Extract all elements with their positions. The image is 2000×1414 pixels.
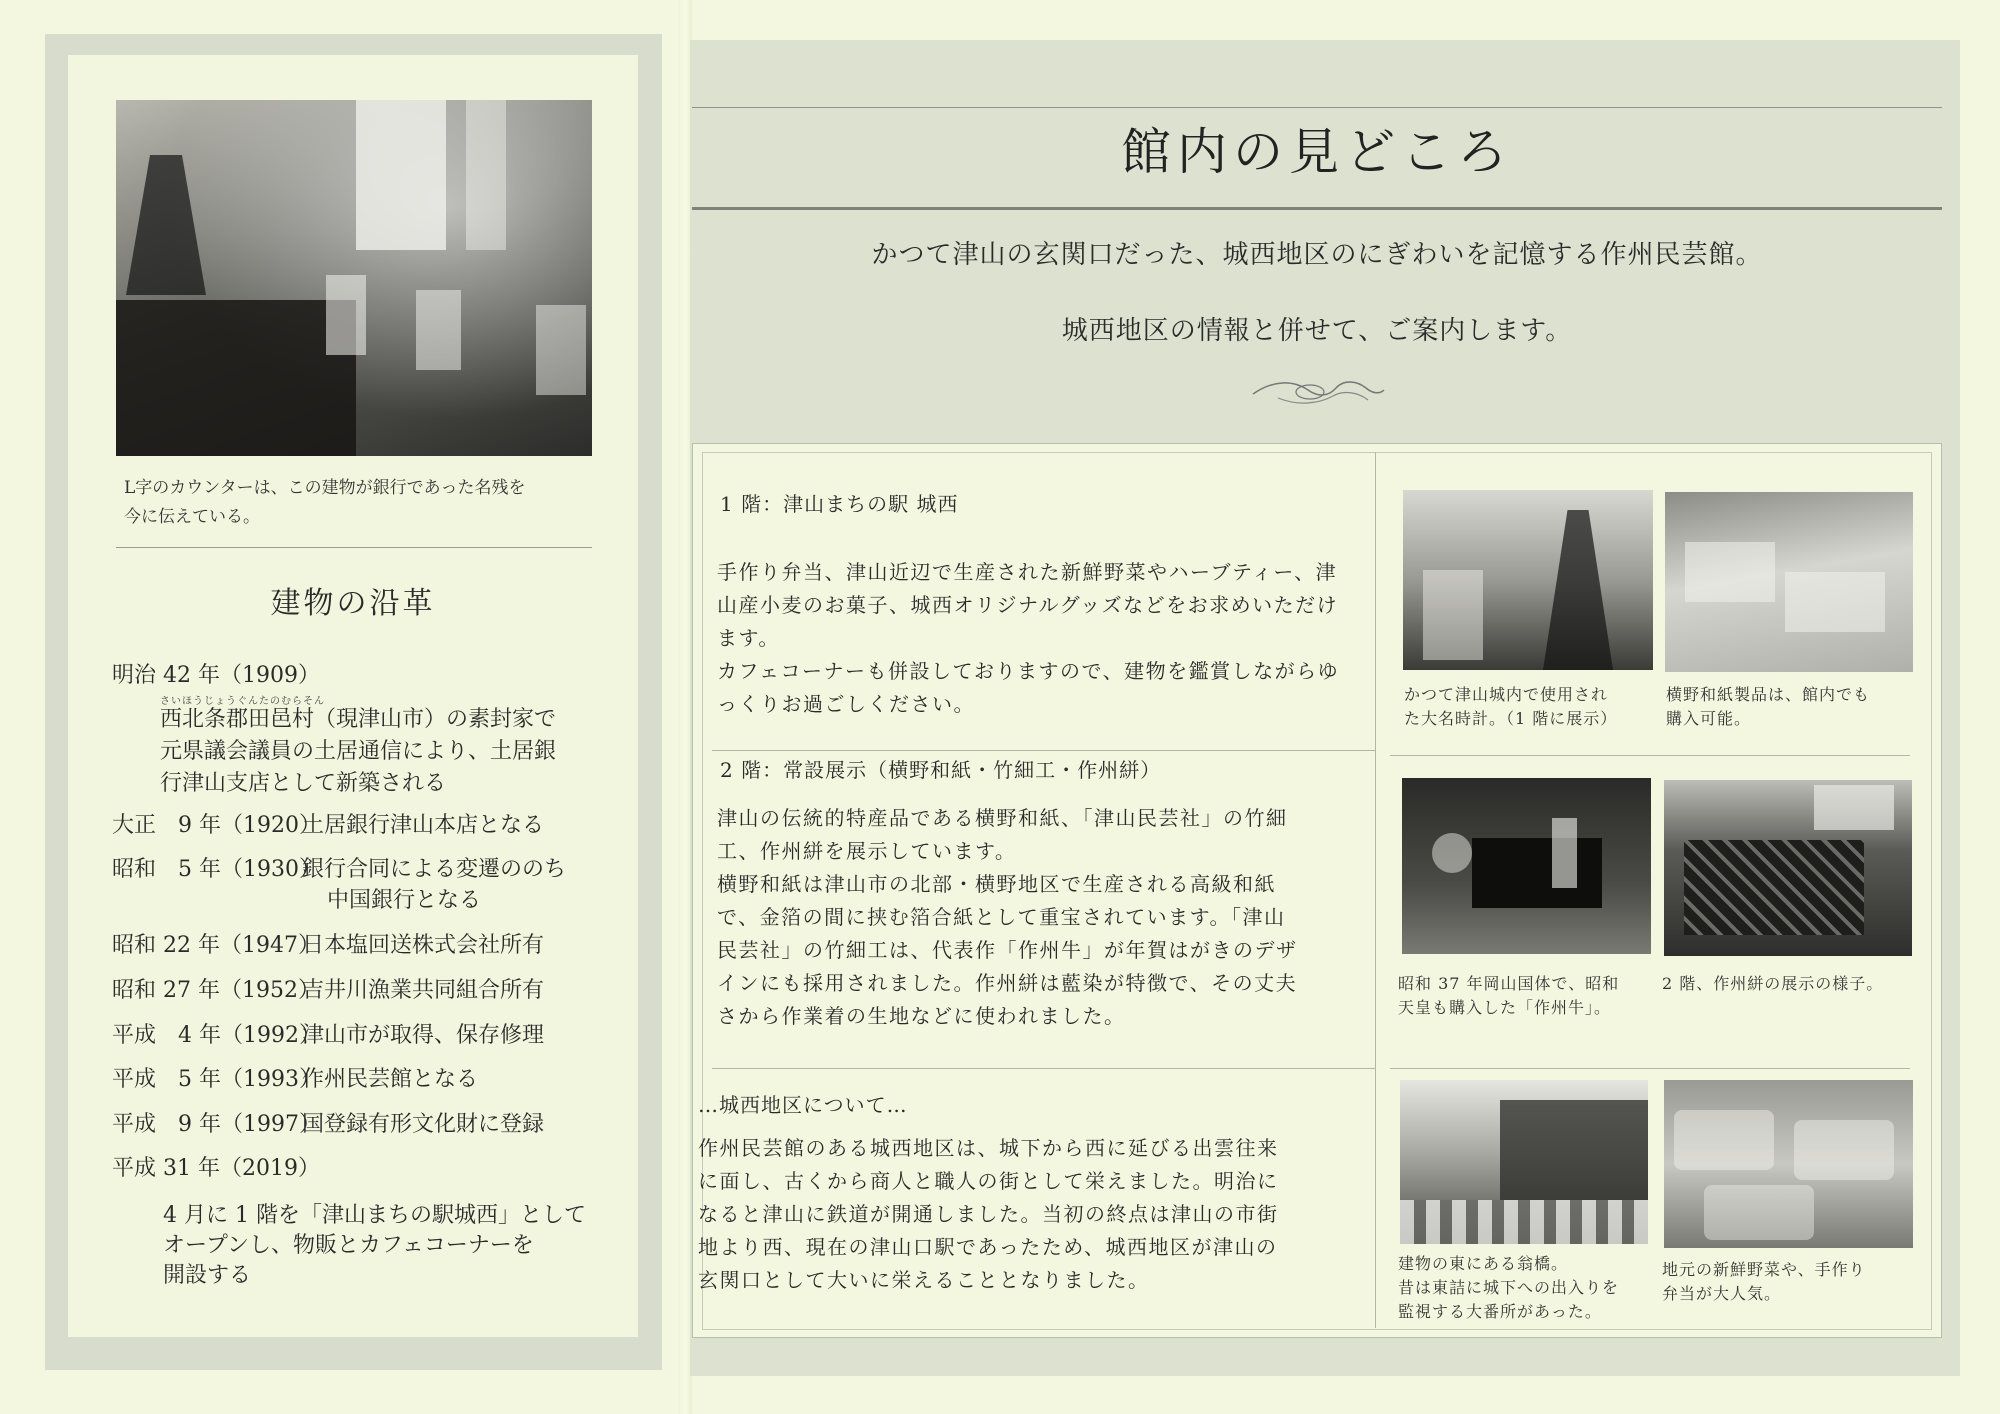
page-title: 館内の見どころ xyxy=(1121,123,1513,181)
joseki-district-body: 作州民芸館のある城西地区は、城下から西に延びる出雲往来 に面し、古くから商人と職人の街として栄えました。明治に なると津山に鉄道が開通しました。当初の終点は津山の市街 地より西、現在の津山口駅であったため、城西地区が津山の 玄関口として大いに栄えることとなりました。 xyxy=(698,1136,1279,1292)
history-entry-1930: 昭和 5 年（1930）銀行合同による変遷ののち xyxy=(112,857,567,882)
section-1f-heading: 1 階：津山まちの駅 城西 xyxy=(720,492,959,516)
history-entry-1909-detail: さいほうじょうぐんたのむらそん 西北条郡田邑村（現津山市）の素封家で 元県議会議員の土居通信により、土居銀 行津山支店として新築される xyxy=(160,705,556,799)
kasuri-display-caption: 2 階、作州絣の展示の様子。 xyxy=(1662,974,1884,993)
section-divider-1 xyxy=(712,750,1375,751)
okina-bridge-photo xyxy=(1400,1080,1648,1244)
bank-counter-photo xyxy=(116,100,592,456)
history-entry-1920: 大正 9 年（1920）土居銀行津山本店となる xyxy=(112,813,545,838)
vegetables-bento-photo xyxy=(1664,1080,1913,1248)
vegetables-bento-caption: 地元の新鮮野菜や、手作り 弁当が大人気。 xyxy=(1662,1260,1866,1303)
section-1f-body: 手作り弁当、津山近辺で生産された新鮮野菜やハーブティー、津 山産小麦のお菓子、城西オリジナルグッズなどをお求めいただけ ます。 カフェコーナーも併設しておりますので、建物を鑑賞しながらゆ っくりお過ごしください。 xyxy=(717,560,1340,716)
sakushu-ushi-caption: 昭和 37 年岡山国体で、昭和 天皇も購入した「作州牛」。 xyxy=(1398,974,1620,1017)
washi-products-caption: 横野和紙製品は、館内でも 購入可能。 xyxy=(1666,685,1871,728)
history-entry-2019: 平成 31 年（2019） xyxy=(112,1156,320,1181)
history-entry-1947: 昭和 22 年（1947）日本塩回送株式会社所有 xyxy=(112,933,545,958)
section-divider-1-right xyxy=(1390,755,1910,756)
section-2f-heading: 2 階：常設展示（横野和紙・竹細工・作州絣） xyxy=(720,758,1162,782)
kasuri-display-photo xyxy=(1664,780,1912,956)
joseki-district-heading: …城西地区について… xyxy=(698,1093,908,1117)
lead-text-1: かつて津山の玄関口だった、城西地区のにぎわいを記憶する作州民芸館。 xyxy=(871,240,1763,270)
washi-products-photo xyxy=(1665,492,1913,672)
flourish-ornament xyxy=(1248,372,1388,412)
daimyo-clock-photo xyxy=(1403,490,1653,670)
furigana: さいほうじょうぐんたのむらそん xyxy=(160,696,325,707)
section-divider-2-right xyxy=(1390,1068,1910,1069)
column-divider xyxy=(1375,452,1376,1328)
history-entry-1997: 平成 9 年（1997）国登録有形文化財に登録 xyxy=(112,1112,545,1137)
daimyo-clock-caption: かつて津山城内で使用され た大名時計。（1 階に展示） xyxy=(1404,685,1618,728)
history-entry-2019-detail: 4 月に 1 階を「津山まちの駅城西」として オープンし、物販とカフェコーナーを 開設する xyxy=(163,1203,586,1288)
caption-divider xyxy=(116,547,592,548)
history-title: 建物の沿革 xyxy=(270,586,436,621)
history-entry-1952: 昭和 27 年（1952）吉井川漁業共同組合所有 xyxy=(112,978,545,1003)
history-entry-1992: 平成 4 年（1992）津山市が取得、保存修理 xyxy=(112,1023,545,1048)
section-divider-2 xyxy=(712,1068,1375,1069)
history-entry-1930-cont: 中国銀行となる xyxy=(327,888,482,913)
okina-bridge-caption: 建物の東にある翁橋。 昔は東詰に城下への出入りを 監視する大番所があった。 xyxy=(1398,1254,1620,1321)
sakushu-ushi-photo xyxy=(1402,778,1651,954)
history-entry-1909: 明治 42 年（1909） xyxy=(112,663,320,688)
lead-text-2: 城西地区の情報と併せて、ご案内します。 xyxy=(1061,316,1573,346)
title-top-rule xyxy=(692,107,1942,108)
title-bottom-rule xyxy=(692,207,1942,210)
photo-caption: L字のカウンターは、この建物が銀行であった名残を 今に伝えている。 xyxy=(124,478,526,527)
section-2f-body: 津山の伝統的特産品である横野和紙、「津山民芸社」の竹細 工、作州絣を展示しています。 横野和紙は津山市の北部・横野地区で生産される高級和紙 で、金箔の間に挟む箔合紙として重宝されています。「津山 民芸社」の竹細工は、代表作「作州牛」が年賀はがきのデザ インにも採用されました。作州絣は藍染が特徴で、その丈夫 さから作業着の生地などに使われました。 xyxy=(717,806,1298,1028)
history-entry-1993: 平成 5 年（1993）作州民芸館となる xyxy=(112,1067,479,1092)
